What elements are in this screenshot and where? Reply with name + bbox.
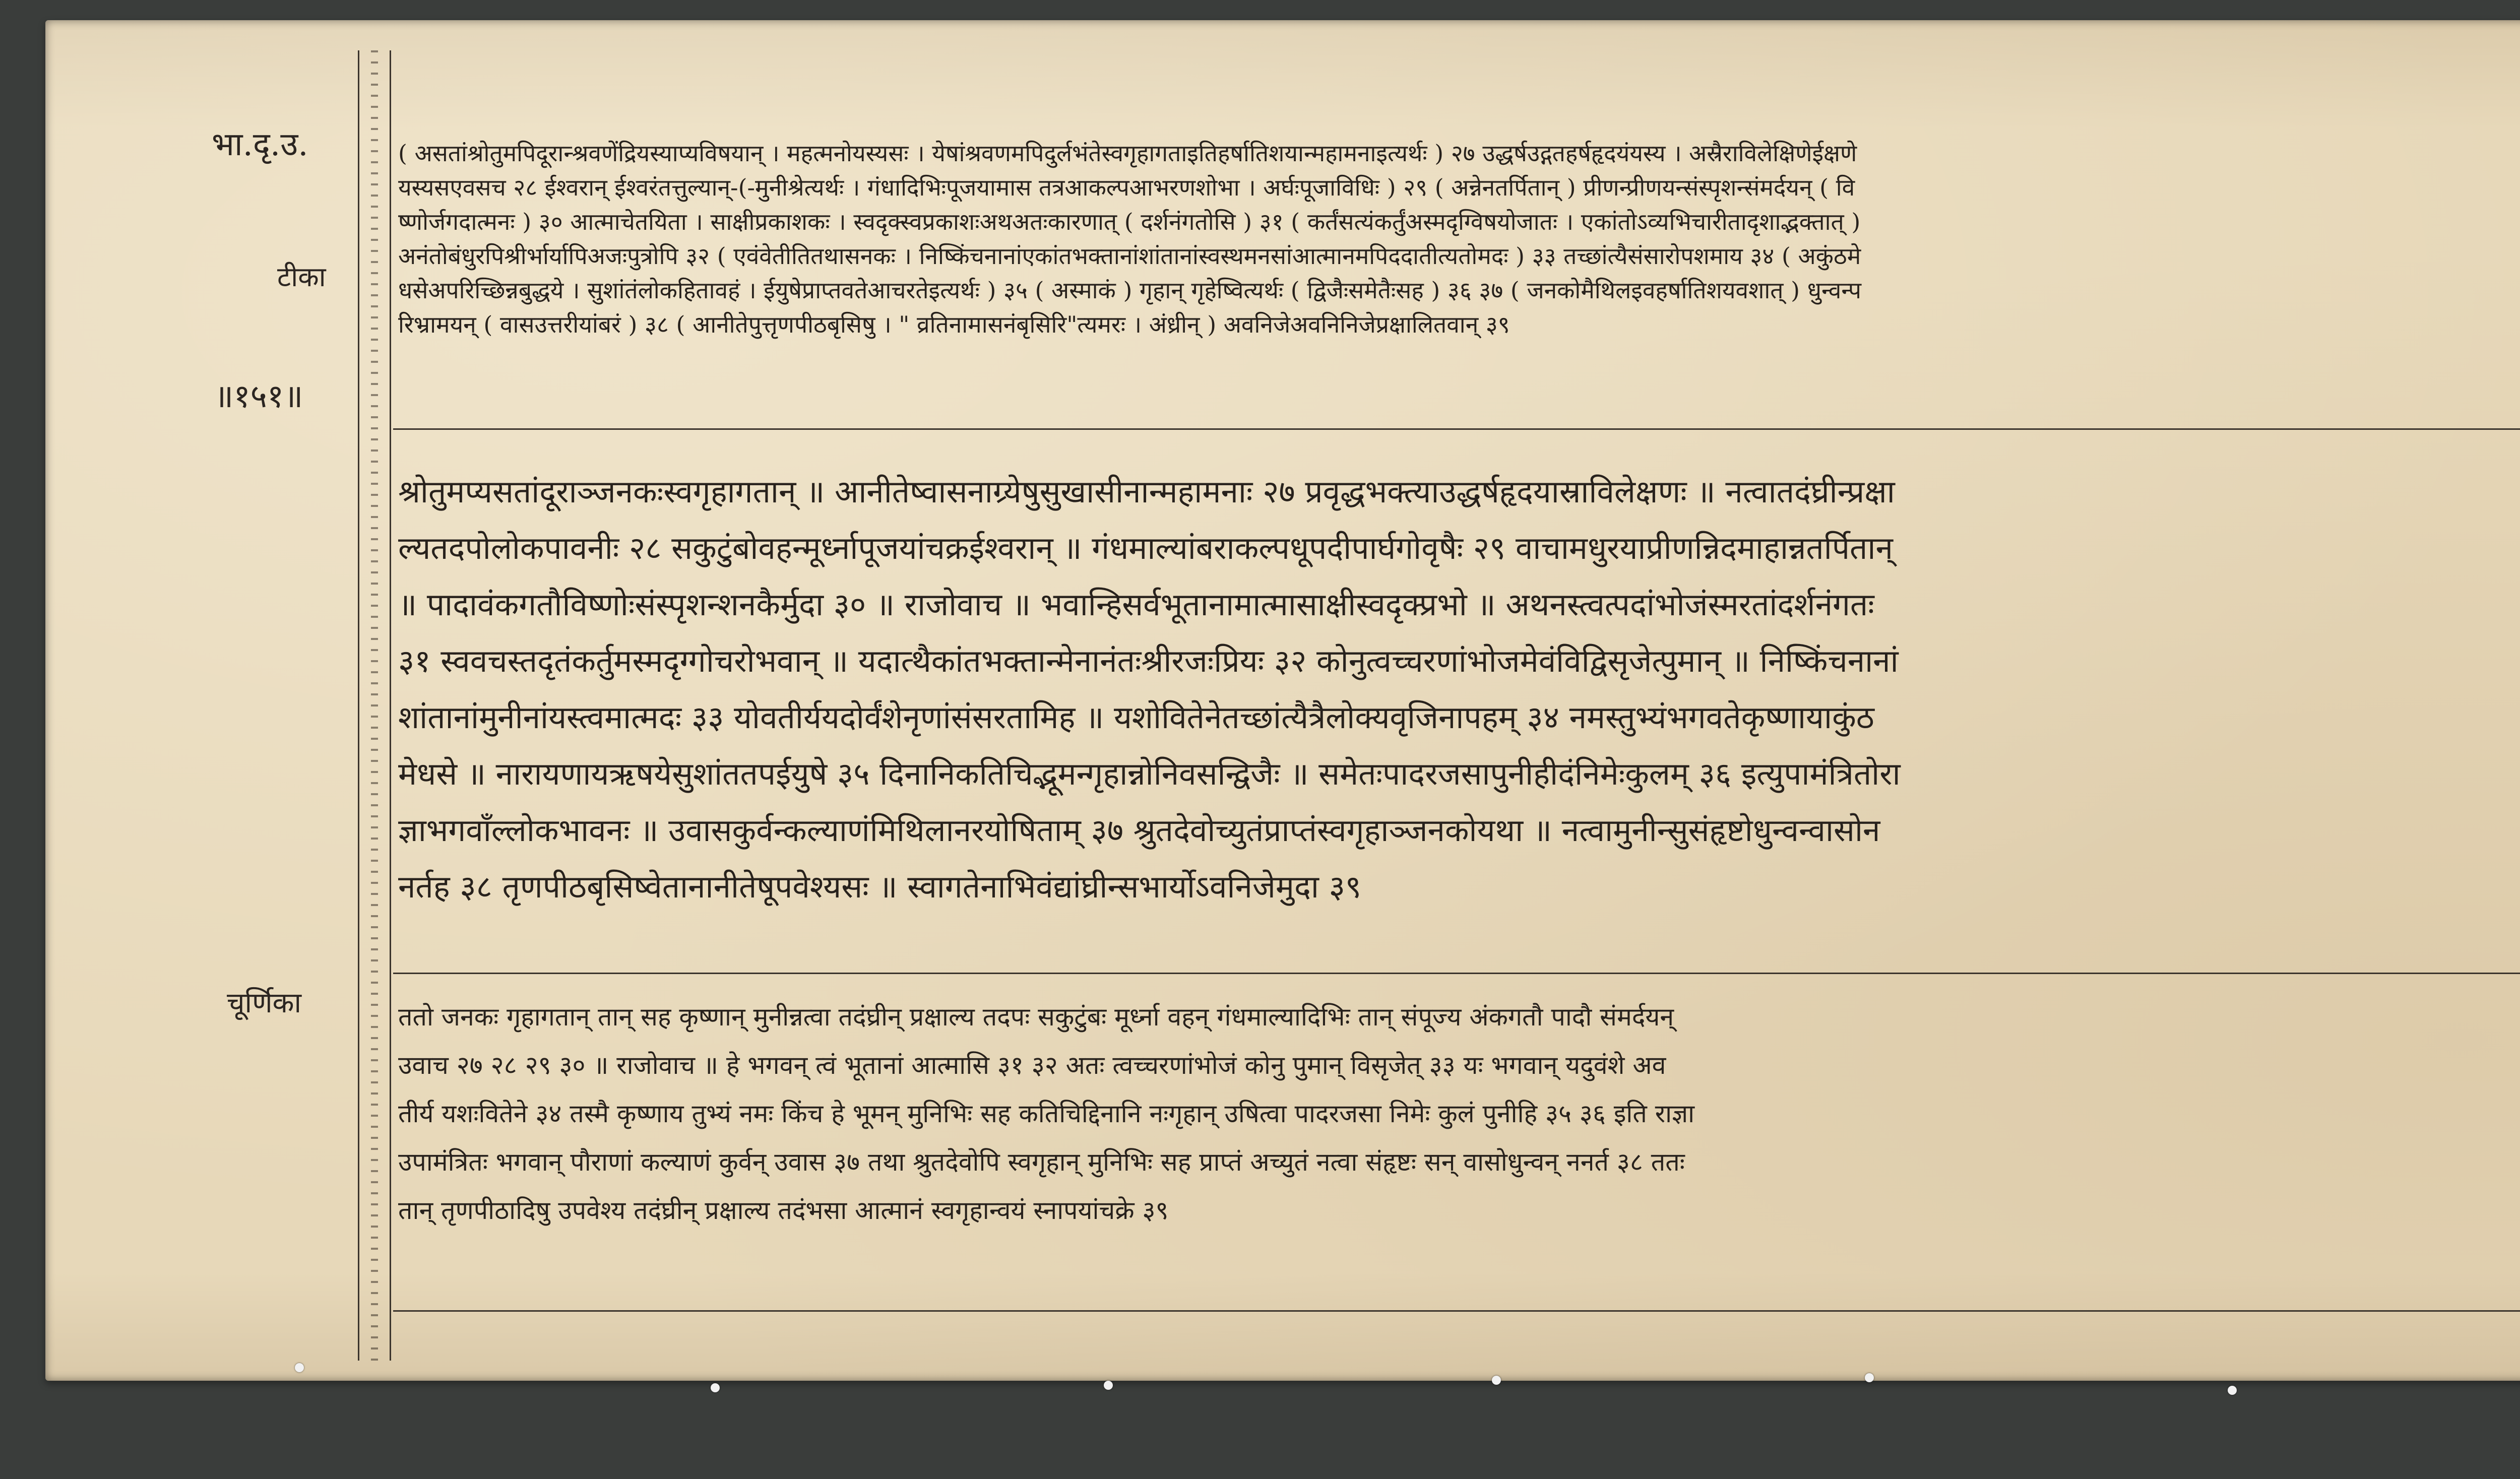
verse-line: नर्तह ३८ तृणपीठबृसिष्वेतानानीतेषूपवेश्यसः ॥ स्वागतेनाभिवंद्यांघ्रीन्सभार्योऽवनिजेमुदा ३९: [398, 868, 1362, 905]
tika-line: रिभ्रामयन् ( वासउत्तरीयांबरं ) ३८ ( आनीतेपुत्तृणपीठबृसिषु । " व्रतिनामासनंबृसिरि"त्यमरः । अंध्रीन् ) अवनिजेअवनिनिजेप्रक्षालितवान् ३९: [398, 311, 1510, 338]
tika-line: ष्णोर्जगदात्मनः ) ३० आत्माचेतयिता । साक्षीप्रकाशकः । स्वदृक्स्वप्रकाशःअथअतःकारणात् ( दर्शनंगतोसि ) ३१ ( कर्तंसत्यंकर्तुंअस्मदृग्विषयोजातः । एकांतोऽव्यभिचारीतादृशाद्भक्तात् ): [398, 208, 1861, 235]
tika-bottom-rule: [393, 428, 2520, 430]
gloss-line: उपामंत्रितः भगवान् पौराणां कल्याणं कुर्वन् उवास ३७ तथा श्रुतदेवोपि स्वगृहान् मुनिभिः सह प्राप्तं अच्युतं नत्वा संहृष्टः सन् वासोधुन्वन् ननर्त ३८ ततः: [398, 1147, 1685, 1177]
verse-line: श्रोतुमप्यसतांदूराञ्जनकःस्वगृहागतान् ॥ आनीतेष्वासनाग्र्येषुसुखासीनान्महामनाः २७ प्रवृद्धभक्त्याउद्धर्षहृदयास्राविलेक्षणः ॥ नत्वातदंघ्रीन्प्रक्षा: [398, 473, 1895, 510]
mount-pin: [2228, 1386, 2237, 1395]
tika-line: अनंतोबंधुरपिश्रीर्भार्यापिअजःपुत्रोपि ३२ ( एवंवेतीतितथासनकः । निष्किंचनानांएकांतभक्तानांशांतानांस्वस्थमनसांआत्मानमपिददातीत्यतोमदः ) ३३ तच्छांत्यैसंसारोपशमाय ३४ ( अकुंठमे: [398, 242, 1861, 270]
mula-bottom-rule: [393, 973, 2520, 974]
tika-line: ( असतांश्रोतुमपिदूरान्श्रवणेंद्रियस्याप्यविषयान् । महत्मनोयस्यसः । येषांश्रवणमपिदुर्लभंतेस्वगृहागताइतिहर्षातिशयान्महामनाइत्यर्थः ) २७ उद्धर्षउद्गतहर्षहृदयंयस्य । अस्रैराविलेक्षिणेईक्षणे: [398, 140, 1857, 167]
churnika-label: चूर्णिका: [227, 987, 302, 1019]
mount-pin: [711, 1383, 720, 1392]
mount-pin: [295, 1363, 304, 1372]
tika-label: टीका: [277, 261, 326, 293]
mula-verses: [398, 464, 2520, 915]
gloss-line: तीर्य यशःवितेने ३४ तस्मै कृष्णाय तुभ्यं नमः किंच हे भूमन् मुनिभिः सह कतिचिद्दिनानि नःगृहान् उषित्वा पादरजसा निमेः कुलं पुनीहि ३५ ३६ इति राज्ञा: [398, 1099, 1695, 1128]
mount-pin: [1104, 1381, 1113, 1390]
tika-commentary: [398, 136, 2520, 342]
mount-pin: [1492, 1376, 1501, 1385]
verse-line: ज्ञाभगवाँल्लोकभावनः ॥ उवासकुर्वन्कल्याणंमिथिलानरयोषिताम् ३७ श्रुतदेवोच्युतंप्राप्तंस्वगृहाञ्जनकोयथा ॥ नत्वामुनीन्सुसंहृष्टोधुन्वन्वासोन: [398, 812, 1880, 849]
verse-line: मेधसे ॥ नारायणायऋषयेसुशांततपईयुषे ३५ दिनानिकतिचिद्भूमन्गृहान्नोनिवसन्द्विजैः ॥ समेतःपादरजसापुनीहीदंनिमेःकुलम् ३६ इत्युपामंत्रितोरा: [398, 755, 1901, 792]
tika-line: यस्यसएवसच २८ ईश्वरान् ईश्वरंतत्तुल्यान्-(-मुनीश्रेत्यर्थः । गंधादिभिःपूजयामास तत्रआकल्पआभरणशोभा । अर्घःपूजाविधिः ) २९ ( अन्नेनतर्पितान् ) प्रीणन्प्रीणयन्संस्पृशन्संमर्दयन् ( वि: [398, 174, 1855, 201]
verse-line: ३१ स्ववचस्तदृतंकर्तुमस्मदृग्गोचरोभवान् ॥ यदात्थैकांतभक्तान्मेनानंतःश्रीरजःप्रियः ३२ कोनुत्वच्चरणांभोजमेवंविद्विसृजेत्पुमान् ॥ निष्किंचनानां: [398, 642, 1899, 679]
gloss-line: तान् तृणपीठादिषु उपवेश्य तदंघ्रीन् प्रक्षाल्य तदंभसा आत्मानं स्वगृहान्वयं स्नापयांचक्रे ३९: [398, 1196, 1169, 1225]
manuscript-page: [45, 20, 2520, 1381]
verse-line: ॥ पादावंकगतौविष्णोःसंस्पृशन्शनकैर्मुदा ३० ॥ राजोवाच ॥ भवान्हिसर्वभूतानामात्मासाक्षीस्वदृक्प्रभो ॥ अथनस्त्वत्पदांभोजंस्मरतांदर्शनंगतः: [398, 586, 1874, 623]
verse-line: शांतानांमुनीनांयस्त्वमात्मदः ३३ योवतीर्ययदोर्वंशेनृणांसंसरतामिह ॥ यशोवितेनेतच्छांत्यैत्रैलोक्यवृजिनापहम् ३४ नमस्तुभ्यंभगवतेकृष्णायाकुंठ: [398, 699, 1874, 736]
churnika-gloss: [398, 993, 2520, 1235]
gloss-line: ततो जनकः गृहागतान् तान् सह कृष्णान् मुनीन्नत्वा तदंघ्रीन् प्रक्षाल्य तदपः सकुटुंबः मूर्ध्ना वहन् गंधमाल्यादिभिः तान् संपूज्य अंकगतौ पादौ संमर्दयन्: [398, 1002, 1674, 1032]
mount-pin: [1865, 1373, 1874, 1382]
gloss-line: उवाच २७ २८ २९ ३० ॥ राजोवाच ॥ हे भगवन् त्वं भूतानां आत्मासि ३१ ३२ अतः त्वच्चरणांभोजं कोनु पुमान् विसृजेत् ३३ यः भगवान् यदुवंशे अव: [398, 1051, 1666, 1080]
left-page-number: ॥१५१॥: [214, 378, 303, 415]
churnika-bottom-rule: [393, 1310, 2520, 1312]
left-margin-header: भा.दृ.उ.: [212, 126, 308, 163]
tika-line: धसेअपरिच्छिन्नबुद्धये । सुशांतंलोकहितावहं । ईयुषेप्राप्तवतेआचरतेइत्यर्थः ) ३५ ( अस्माकं ) गृहान् गृहेष्वित्यर्थः ( द्विजैःसमेतैःसह ) ३६ ३७ ( जनकोमैथिलइवहर्षातिशयवशात् ) धुन्वन्प: [398, 277, 1862, 304]
left-decorative-border: [358, 50, 391, 1361]
verse-line: ल्यतदपोलोकपावनीः २८ सकुटुंबोवहन्मूर्ध्नापूजयांचक्रईश्वरान् ॥ गंधमाल्यांबराकल्पधूपदीपार्घगोवृषैः २९ वाचामधुरयाप्रीणन्निदमाहान्नतर्पितान्: [398, 530, 1893, 566]
